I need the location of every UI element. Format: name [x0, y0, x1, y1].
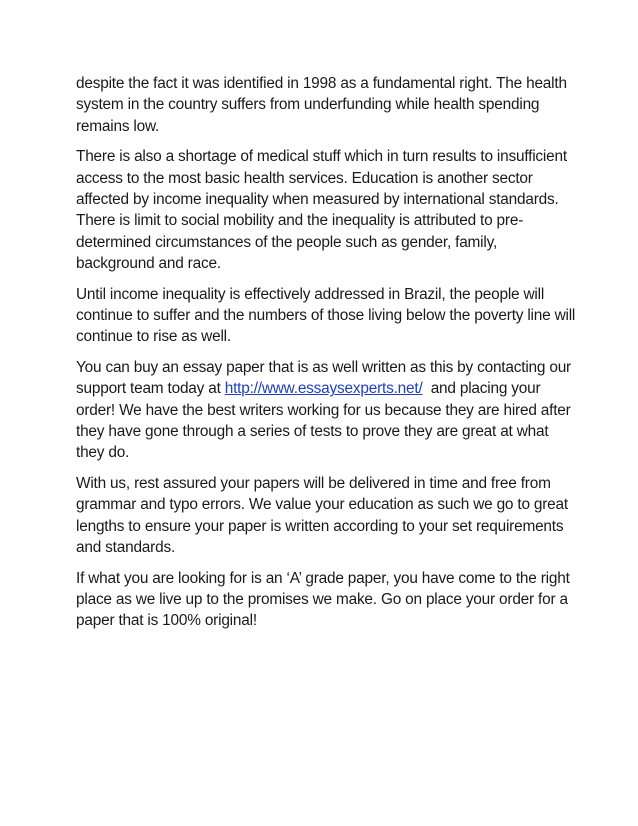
paragraph-health-system: despite the fact it was identified in 1998 as a fundamental right. The health system in the country suffers from underfunding while health spending remains low. — [76, 75, 567, 135]
paragraph-buy-essay-before: You can buy an essay paper that is as well written as this by contacting our support team today at — [76, 359, 571, 398]
paragraph-delivery: With us, rest assured your papers will be delivered in time and free from grammar and typo errors. We value your education as such we go to great lengths to ensure your paper is written according to your set requirements and standards. — [76, 475, 568, 556]
paragraph-medical-shortage: There is also a shortage of medical stuff which in turn results to insufficient access to the most basic health services. Education is another sector affected by income inequality when measured by international standards. There is limit to social mobility and the inequality is attributed to pre-determined circumstances of the people such as gender, family, background and race. — [76, 148, 567, 272]
document-body — [76, 73, 576, 641]
paragraph-grade-paper: If what you are looking for is an ‘A’ grade paper, you have come to the right place as we live up to the promises we make. Go on place your order for a paper that is 100% original! — [76, 569, 570, 630]
paragraph-buy-essay — [76, 357, 576, 463]
essaysexperts-link[interactable]: http://www.essaysexperts.net/ — [224, 380, 423, 398]
paragraph-buy-essay-after: and placing your order! We have the best writers working for us because they are hired after they have gone through a series of tests to prove they are great at what they do. — [76, 380, 575, 462]
paragraph-income-inequality: Until income inequality is effectively addressed in Brazil, the people will continue to suffer and the numbers of those living below the poverty line will continue to rise as well. — [76, 285, 576, 346]
